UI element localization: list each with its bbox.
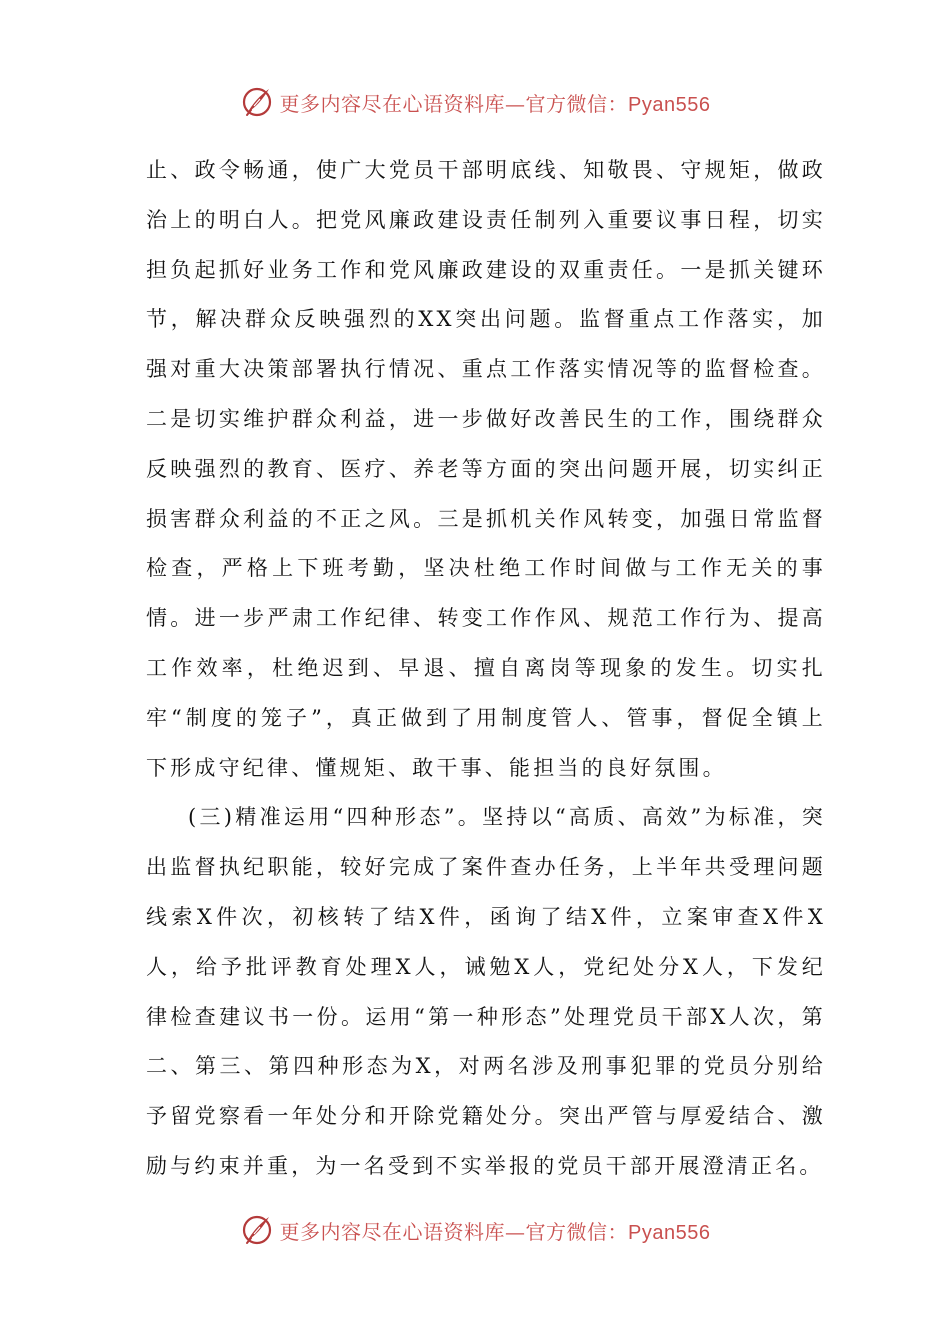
document-body — [146, 146, 826, 1192]
paragraph-2: (三)精准运用“四种形态”。坚持以“高质、高效”为标准，突出监督执纪职能，较好完成了案件查办任务，上半年共受理问题线索X件次，初核转了结X件，函询了结X件，立案审查X件X人，给予批评教育处理X人，诫勉X人，党纪处分X人，下发纪律检查建议书一份。运用“第一种形态”处理党员干部X人次，第二、第三、第四种形态为X，对两名涉及刑事犯罪的党员分别给予留党察看一年处分和开除党籍处分。突出严管与厚爱结合、激励与约束并重，为一名受到不实举报的党员干部开展澄清正名。 — [146, 805, 826, 1178]
footer-watermark — [0, 1208, 950, 1252]
wechat-id: Pyan556 — [628, 93, 711, 116]
quill-pen-logo-icon — [240, 85, 274, 119]
watermark-text: 更多内容尽在心语资料库—官方微信：Pyan556 — [279, 1219, 711, 1244]
paragraph-1: 止、政令畅通，使广大党员干部明底线、知敬畏、守规矩，做政治上的明白人。把党风廉政建设责任制列入重要议事日程，切实担负起抓好业务工作和党风廉政建设的双重责任。一是抓关键环节，解决群众反映强烈的XX突出问题。监督重点工作落实，加强对重大决策部署执行情况、重点工作落实情况等的监督检查。二是切实维护群众利益，进一步做好改善民生的工作，围绕群众反映强烈的教育、医疗、养老等方面的突出问题开展，切实纠正损害群众利益的不正之风。三是抓机关作风转变，加强日常监督检查，严格上下班考勤，坚决杜绝工作时间做与工作无关的事情。进一步严肃工作纪律、转变工作作风、规范工作行为、提高工作效率，杜绝迟到、早退、擅自离岗等现象的发生。切实扎牢“制度的笼子”，真正做到了用制度管人、管事，督促全镇上下形成守纪律、懂规矩、敢干事、能担当的良好氛围。 — [146, 158, 826, 780]
watermark-text: 更多内容尽在心语资料库—官方微信：Pyan556 — [279, 91, 711, 116]
wechat-id: Pyan556 — [628, 1221, 711, 1244]
header-watermark — [0, 80, 950, 124]
quill-pen-logo-icon — [240, 1213, 274, 1247]
